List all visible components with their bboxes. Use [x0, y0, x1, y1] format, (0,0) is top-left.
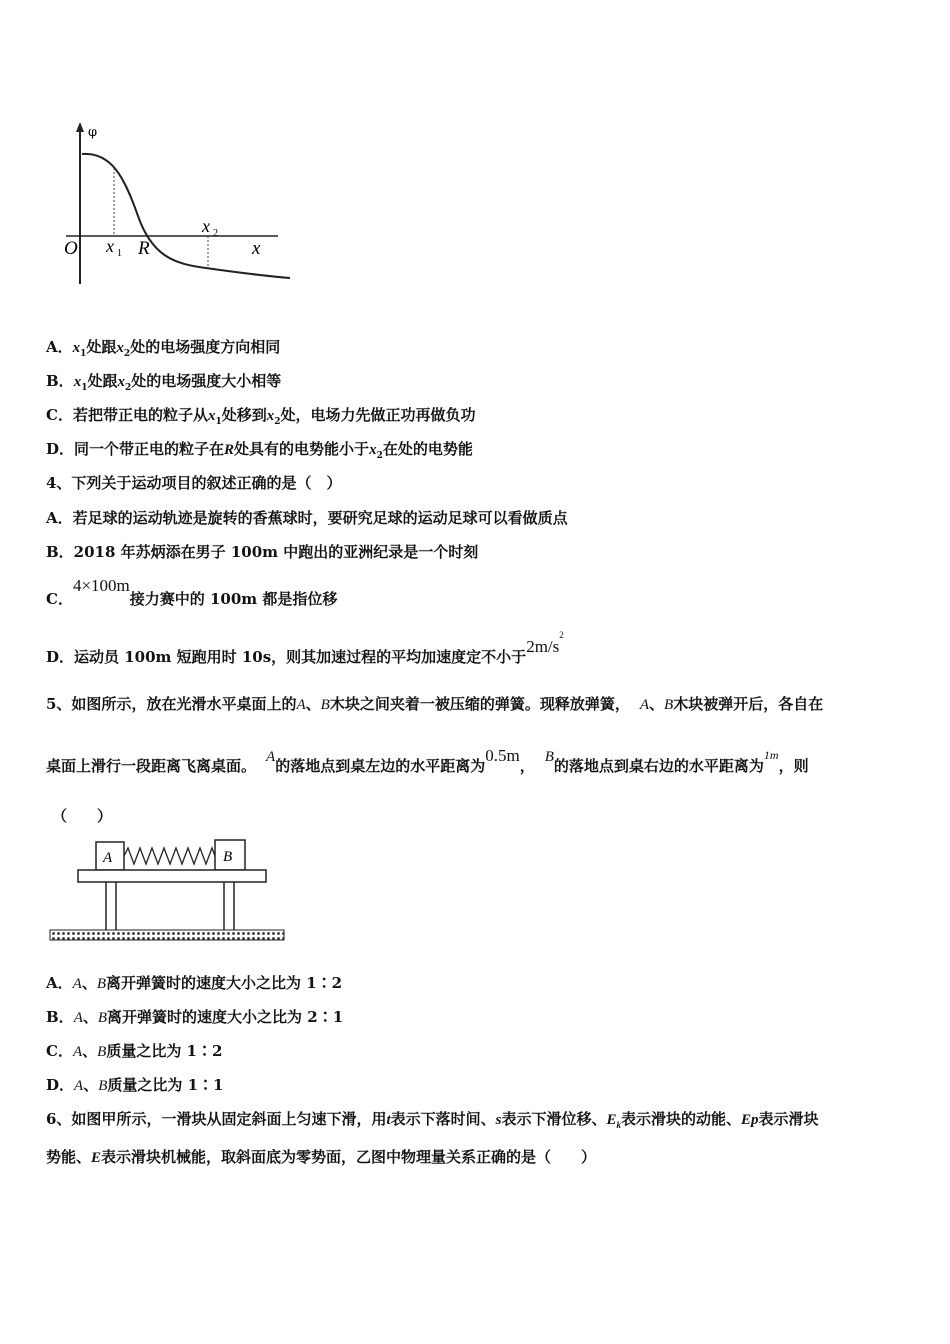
r-label: R — [138, 238, 150, 259]
q5-stem-line1: 5、如图所示，放在光滑水平桌面上的A、B木块之间夹着一被压缩的弹簧。现释放弹簧， A、B木块被弹开后，各自在 — [46, 695, 824, 713]
x1-subscript: 1 — [117, 248, 122, 259]
q4-option-a: A．若足球的运动轨迹是旋转的香蕉球时，要研究足球的运动足球可以看做质点 — [46, 509, 568, 527]
q4-option-d: D．运动员 100m 短跑用时 10s，则其加速过程的平均加速度定不小于$2m/s^2$ — [46, 630, 564, 666]
x1-label: x — [106, 236, 114, 256]
q4-stem: 4、下列关于运动项目的叙述正确的是（ ） — [46, 474, 342, 492]
y-axis-label: φ — [88, 125, 98, 140]
q5-answer-paren: （ ） — [52, 807, 113, 825]
spring — [124, 848, 215, 864]
q3-option-a: A．$x_1$处跟$x_2$处的电场强度方向相同 — [46, 338, 281, 359]
y-axis-arrow — [76, 122, 84, 132]
q3-option-d: D．同一个带正电的粒子在R处具有的电势能小于$x_2$在处的电势能 — [46, 440, 473, 461]
q5-option-a: A．A、B离开弹簧时的速度大小之比为 1∶2 — [46, 974, 343, 992]
potential-graph — [56, 116, 296, 291]
q5-stem-line2: 桌面上滑行一段距离飞离桌面。 A的落地点到桌左边的水平距离为0.5m， B的落地点到桌右边的水平距离为$^{1m}$，则 — [46, 746, 809, 775]
block-a-label: A — [103, 850, 113, 866]
block-b-label: B — [223, 849, 233, 865]
potential-curve — [82, 154, 290, 278]
q3-option-b: B．$x_1$处跟$x_2$处的电场强度大小相等 — [46, 372, 282, 393]
table-top — [78, 870, 266, 882]
x2-label: x — [202, 216, 210, 236]
q5-option-b: B．A、B离开弹簧时的速度大小之比为 2∶1 — [46, 1008, 344, 1026]
spring-table-figure — [46, 826, 290, 946]
origin-label: O — [64, 238, 78, 259]
q3-option-c: C．若把带正电的粒子从$x_1$处移到$x_2$处，电场力先做正功再做负功 — [46, 406, 476, 427]
q6-stem-line1: 6、如图甲所示，一滑块从固定斜面上匀速下滑，用t表示下落时间、s表示下滑位移、$E_k$表示滑块的动能、Ep表示滑块 — [46, 1110, 819, 1130]
q5-option-d: D．A、B质量之比为 1∶1 — [46, 1076, 224, 1094]
ground — [50, 930, 284, 940]
q4-option-c: C．4×100m接力赛中的 100m 都是指位移 — [46, 576, 338, 608]
x2-subscript: 2 — [213, 228, 218, 239]
q4-option-b: B．2018 年苏炳添在男子 100m 中跑出的亚洲纪录是一个时刻 — [46, 543, 479, 561]
x-axis-label: x — [252, 238, 261, 259]
q6-stem-line2: 势能、E表示滑块机械能，取斜面底为零势面，乙图中物理量关系正确的是（ ） — [46, 1148, 597, 1166]
q5-option-c: C．A、B质量之比为 1∶2 — [46, 1042, 223, 1060]
